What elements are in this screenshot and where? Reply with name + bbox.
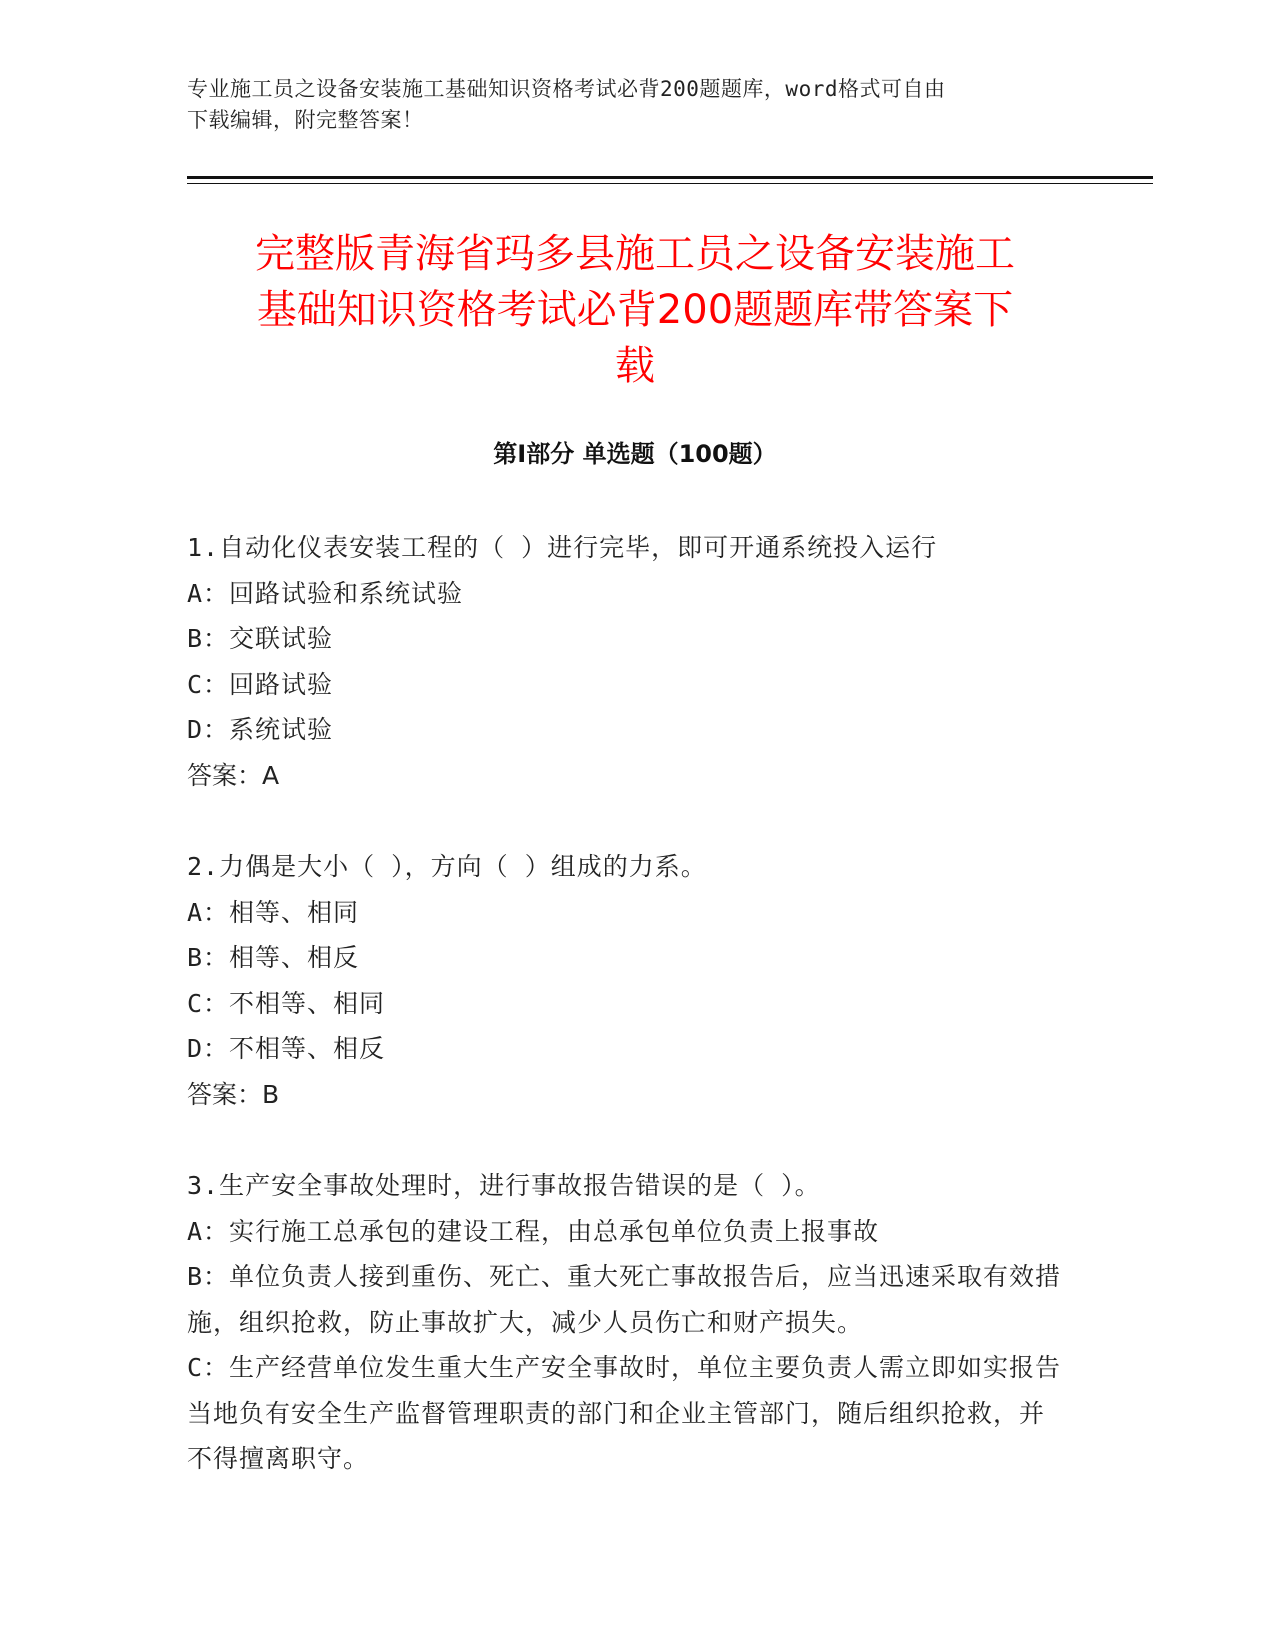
question-stem: 1.自动化仪表安装工程的（ ）进行完毕，即可开通系统投入运行 xyxy=(187,533,938,562)
option-c: C：不相等、相同 xyxy=(187,988,386,1018)
section-heading: 第Ⅰ部分 单选题（100题） xyxy=(493,440,777,468)
title-line: 完整版青海省玛多县施工员之设备安装施工 xyxy=(255,231,1015,277)
option-a: A：回路试验和系统试验 xyxy=(187,578,464,608)
option-b: B：相等、相反 xyxy=(187,943,360,972)
question-block xyxy=(187,1163,1067,1482)
question-stem: 2.力偶是大小（ ），方向（ ）组成的力系。 xyxy=(187,852,707,881)
option-d: D：不相等、相反 xyxy=(187,1034,386,1063)
question-block xyxy=(187,525,1067,798)
header-rule-thick xyxy=(187,176,1153,179)
question-block xyxy=(187,844,1067,1117)
option-b: B：交联试验 xyxy=(187,624,334,653)
title-line: 基础知识资格考试必背200题题库带答案下 xyxy=(256,287,1014,333)
answer-line: 答案：A xyxy=(187,760,280,790)
option-c: C：回路试验 xyxy=(187,669,334,699)
option-d: D：系统试验 xyxy=(187,715,334,744)
option-c: C：生产经营单位发生重大生产安全事故时，单位主要负责人需立即如实报告当地负有安全生产监督管理职责的部门和企业主管部门，随后组织抢救，并不得擅离职守。 xyxy=(187,1353,1062,1473)
header-note-line: 专业施工员之设备安装施工基础知识资格考试必背200题题库，word格式可自由 xyxy=(187,77,946,101)
title-line: 载 xyxy=(615,343,655,389)
question-stem: 3.生产安全事故处理时，进行事故报告错误的是（ ）。 xyxy=(187,1171,821,1200)
header-note-line: 下载编辑，附完整答案！ xyxy=(187,108,424,132)
option-b: B：单位负责人接到重伤、死亡、重大死亡事故报告后，应当迅速采取有效措施，组织抢救，防止事故扩大，减少人员伤亡和财产损失。 xyxy=(187,1262,1062,1337)
header-note xyxy=(187,74,1067,136)
option-a: A：相等、相同 xyxy=(187,897,360,927)
document-title xyxy=(190,226,1080,394)
header-rule-thin xyxy=(187,183,1153,184)
option-a: A：实行施工总承包的建设工程，由总承包单位负责上报事故 xyxy=(187,1216,880,1246)
answer-line: 答案：B xyxy=(187,1079,280,1109)
